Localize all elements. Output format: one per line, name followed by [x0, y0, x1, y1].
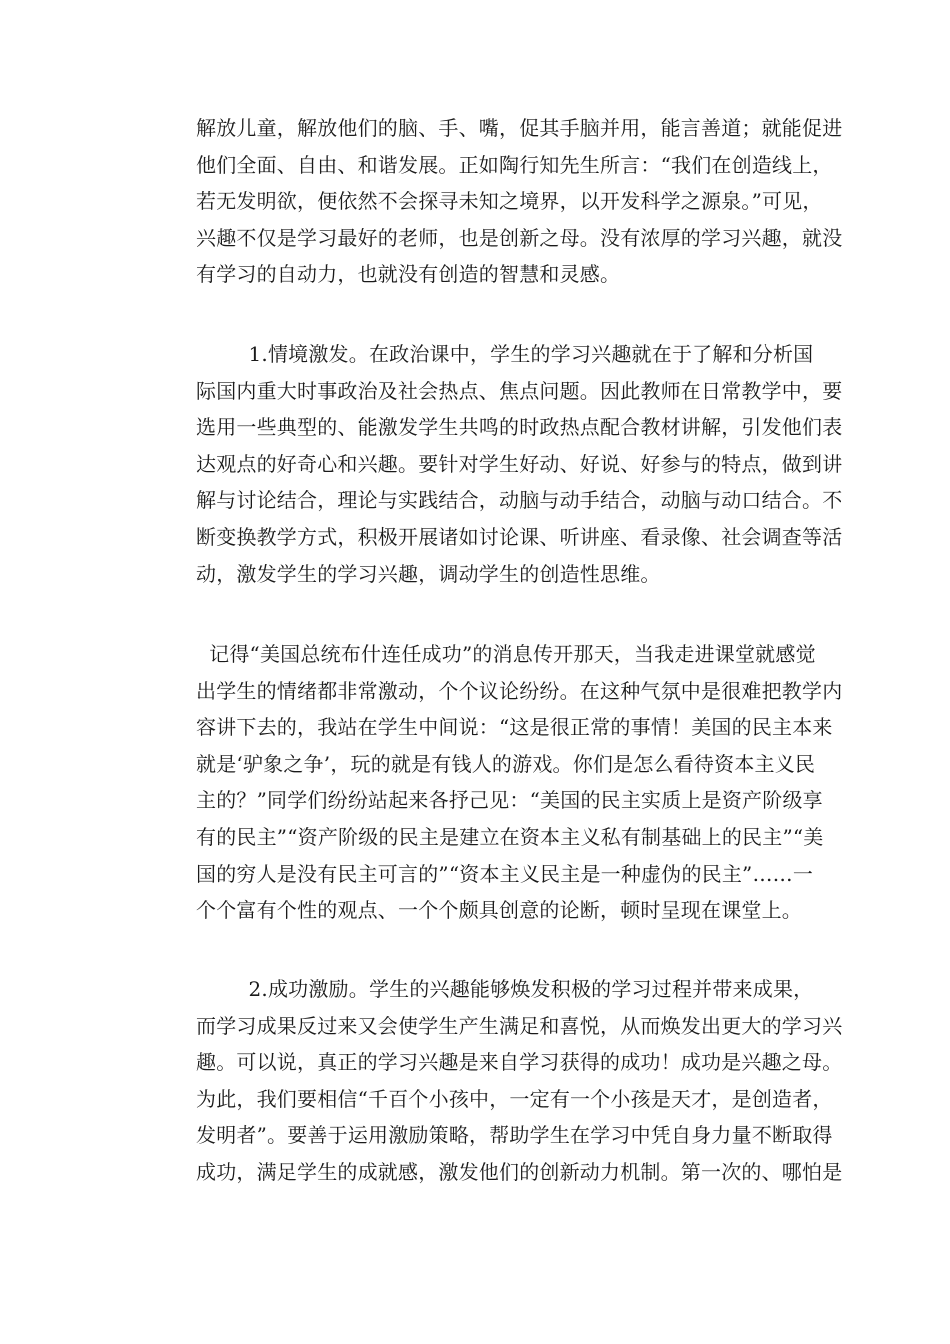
paragraph-intro: [196, 110, 843, 293]
text-line: 发明者”。要善于运用激励策略，帮助学生在学习中凭自身力量不断取得: [196, 1123, 833, 1148]
paragraph-example: [196, 636, 843, 929]
text-line: 达观点的好奇心和兴趣。要针对学生好动、好说、好参与的特点，做到讲: [196, 451, 843, 476]
text-line: 际国内重大时事政治及社会热点、焦点问题。因此教师在日常教学中，要: [196, 378, 843, 403]
text-line: 兴趣不仅是学习最好的老师，也是创新之母。没有浓厚的学习兴趣，就没: [196, 225, 843, 250]
text-line: 出学生的情绪都非常激动，个个议论纷纷。在这种气氛中是很难把教学内: [196, 678, 843, 703]
text-line: 有的民主”“资产阶级的民主是建立在资本主义私有制基础上的民主”“美: [196, 824, 824, 849]
text-line: 趣。可以说，真正的学习兴趣是来自学习获得的成功！成功是兴趣之母。: [196, 1050, 843, 1075]
paragraph-success-motivation: [196, 971, 843, 1191]
paragraph-situation-stimulation: [196, 336, 843, 592]
text-line: 2.成功激励。学生的兴趣能够焕发积极的学习过程并带来成果，: [196, 977, 814, 1001]
text-line: 选用一些典型的、能激发学生共鸣的时政热点配合教材讲解，引发他们表: [196, 415, 843, 440]
text-line: 若无发明欲，便依然不会探寻未知之境界，以开发科学之源泉。”可见，: [196, 189, 823, 214]
text-line: 他们全面、自由、和谐发展。正如陶行知先生所言：“我们在创造线上，: [196, 152, 833, 177]
text-line: 容讲下去的，我站在学生中间说：“这是很正常的事情！美国的民主本来: [196, 715, 833, 740]
text-line: 动，激发学生的学习兴趣，调动学生的创造性思维。: [196, 561, 661, 586]
text-line: 成功，满足学生的成就感，激发他们的创新动力机制。第一次的、哪怕是: [196, 1159, 843, 1184]
text-line: 个个富有个性的观点、一个个颇具创意的论断，顿时呈现在课堂上。: [196, 898, 802, 923]
text-line: 断变换教学方式，积极开展诸如讨论课、听讲座、看录像、社会调查等活: [196, 524, 843, 549]
text-line: 有学习的自动力，也就没有创造的智慧和灵感。: [196, 262, 621, 287]
text-line: 而学习成果反过来又会使学生产生满足和喜悦，从而焕发出更大的学习兴: [196, 1013, 843, 1038]
text-line: 记得“美国总统布什连任成功”的消息传开那天，当我走进课堂就感觉: [196, 642, 816, 666]
text-line: 主的？”同学们纷纷站起来各抒己见：“美国的民主实质上是资产阶级享: [196, 788, 823, 813]
text-line: 解与讨论结合，理论与实践结合，动脑与动手结合，动脑与动口结合。不: [196, 488, 843, 513]
text-line: 国的穷人是没有民主可言的”“资本主义民主是一种虚伪的民主”……一: [196, 861, 814, 886]
text-line: 解放儿童，解放他们的脑、手、嘴，促其手脑并用，能言善道；就能促进: [196, 116, 843, 140]
text-line: 为此，我们要相信“千百个小孩中，一定有一个小孩是天才，是创造者，: [196, 1086, 833, 1111]
text-line: 1.情境激发。在政治课中，学生的学习兴趣就在于了解和分析国: [196, 342, 814, 366]
text-line: 就是‘驴象之争’，玩的就是有钱人的游戏。你们是怎么看待资本主义民: [196, 751, 816, 776]
